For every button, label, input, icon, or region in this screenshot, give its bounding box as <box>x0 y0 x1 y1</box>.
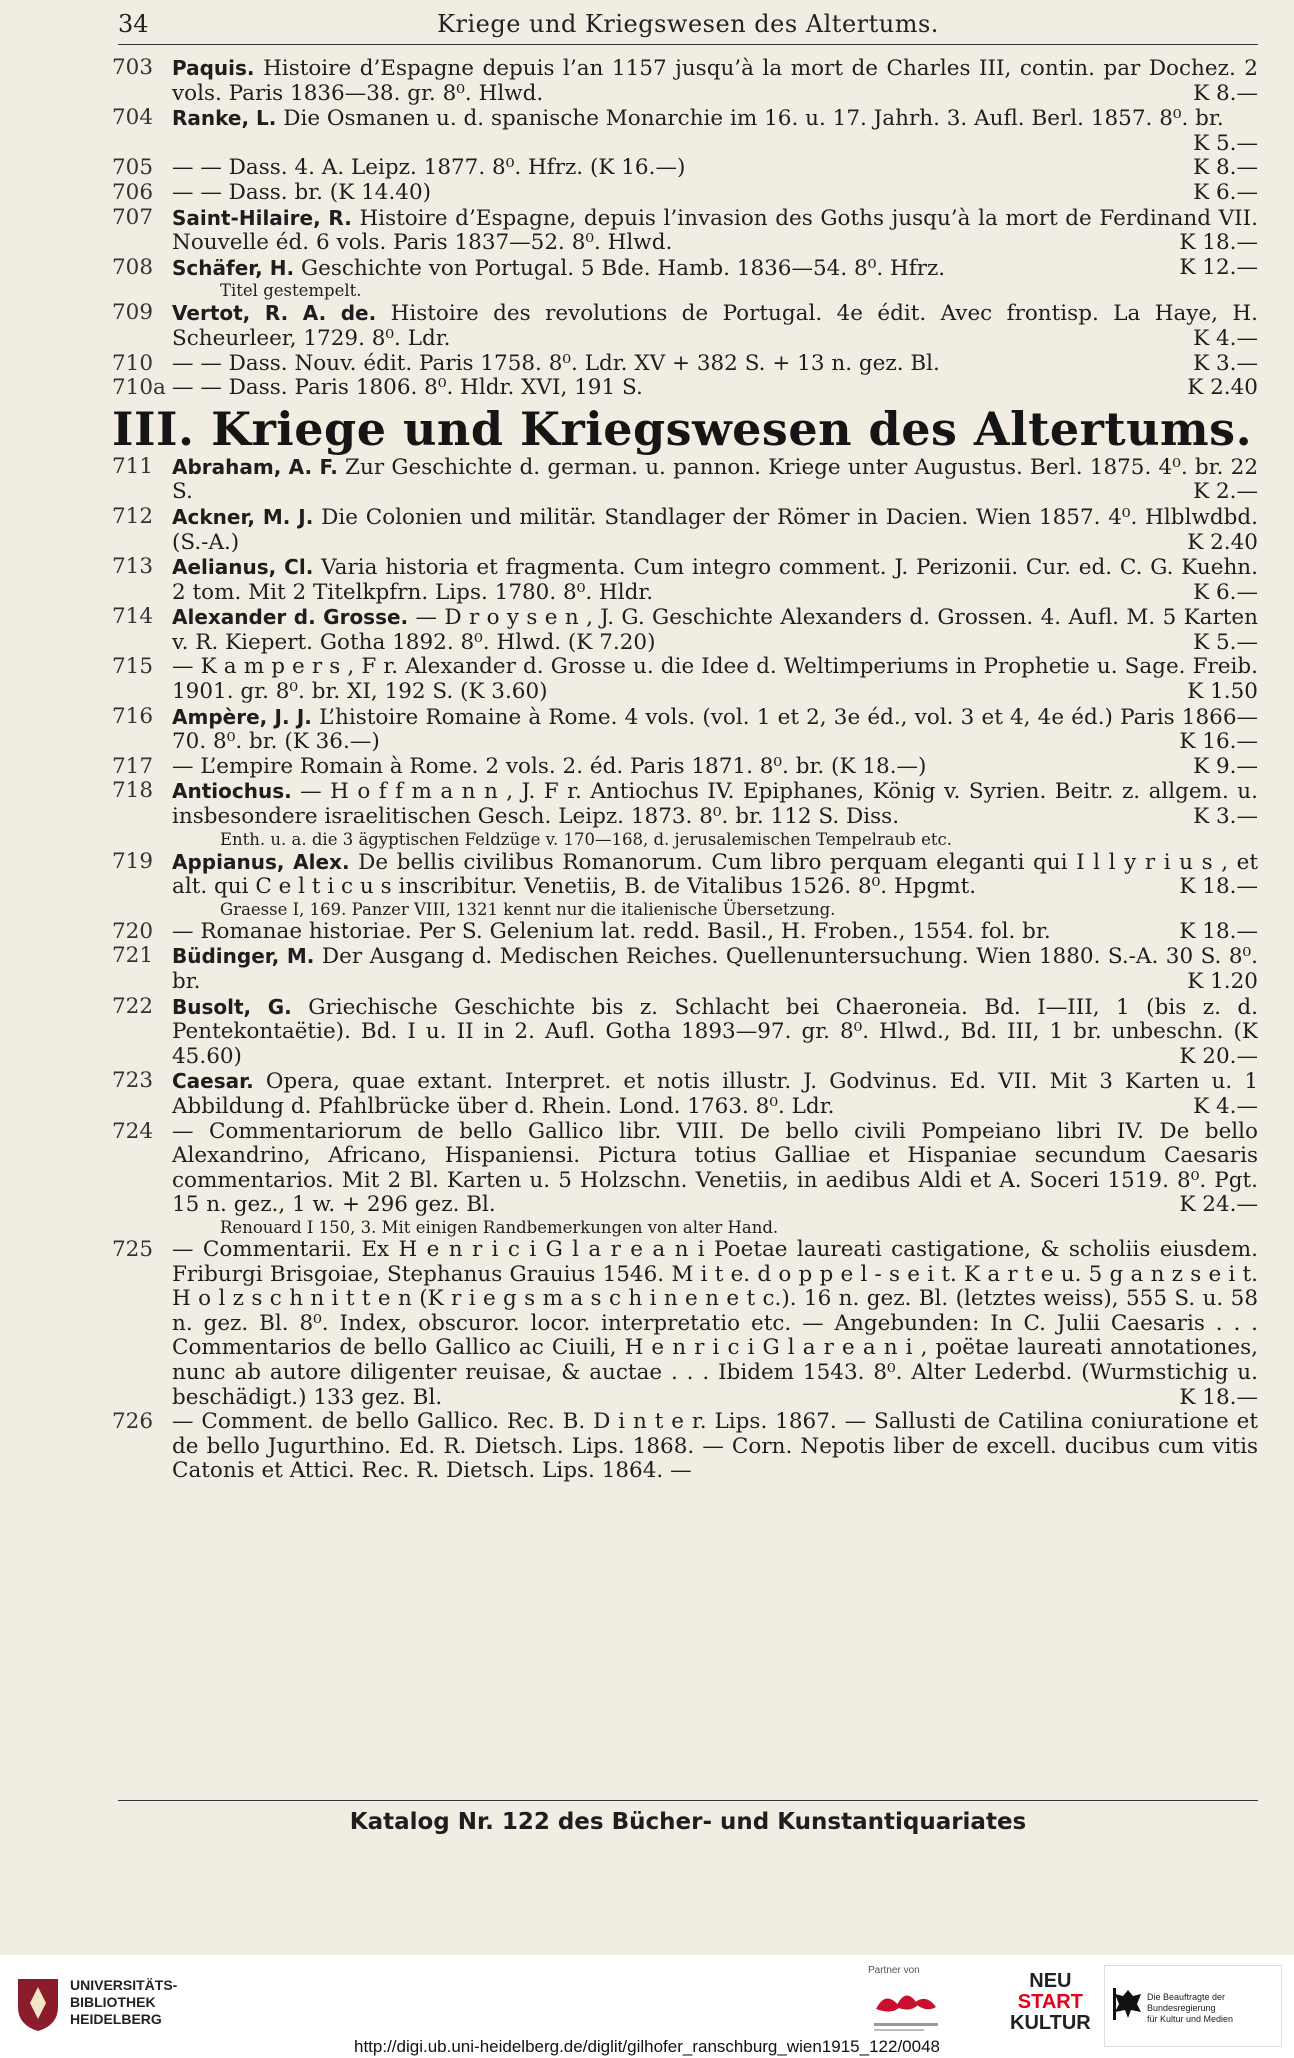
entry-number: 709 <box>112 300 154 326</box>
footer-rule <box>118 1800 1258 1801</box>
entry-author: Antiochus. <box>172 779 292 804</box>
entry-number: 720 <box>112 918 154 944</box>
catalog-entry <box>112 755 1258 780</box>
catalog-entry <box>112 505 1258 555</box>
entry-price: K 9.— <box>1193 753 1258 779</box>
entry-author: Abraham, A. F. <box>172 454 338 479</box>
catalog-entry <box>112 1238 1258 1410</box>
entry-description: Histoire d’Espagne, depuis l’invasion des Goths jusqu’à la mort de Ferdinand VII. Nouvelle éd. 6 vols. Paris 1837—52. 8⁰. Hlwd. <box>172 205 1258 256</box>
entry-price: K 8.— <box>1193 80 1258 106</box>
entry-number: 721 <box>112 943 154 969</box>
catalog-entry <box>112 181 1258 206</box>
entry-author: Appianus, Alex. <box>172 849 350 874</box>
catalog-entry <box>112 256 1258 282</box>
entry-price: K 1.50 <box>1187 679 1258 705</box>
source-url-link[interactable]: http://digi.ub.uni-heidelberg.de/diglit/gilhofer_ranschburg_wien1915_122/0048 <box>354 2037 940 2056</box>
entry-number: 705 <box>112 155 154 181</box>
catalog-entry <box>112 1069 1258 1119</box>
entry-number: 722 <box>112 993 154 1019</box>
entry-number: 719 <box>112 848 154 874</box>
section-heading: III. Kriege und Kriegswesen des Altertums. <box>112 401 1253 456</box>
entry-description: Histoire des revolutions de Portugal. 4e édit. Avec frontisp. La Haye, H. Scheurleer, 1729. 8⁰. Ldr. <box>172 301 1258 351</box>
entry-price: K 18.— <box>1179 230 1258 256</box>
entry-description: Geschichte von Portugal. 5 Bde. Hamb. 1836—54. 8⁰. Hfrz. <box>300 255 946 281</box>
entry-price: K 3.— <box>1193 804 1258 830</box>
entry-price: K 18.— <box>1179 1384 1258 1410</box>
entry-price: K 12.— <box>1179 254 1258 280</box>
entry-author: Ackner, M. J. <box>172 504 314 529</box>
entry-description: — — Dass. Paris 1806. 8⁰. Hldr. XVI, 191 S. <box>172 375 643 401</box>
entry-author: Alexander d. Grosse. <box>172 605 409 630</box>
page-header <box>118 10 1258 45</box>
catalog-entry <box>112 850 1258 900</box>
entry-description: Der Ausgang d. Medischen Reiches. Quellenuntersuchung. Wien 1880. S.-A. 30 S. 8⁰. br. <box>172 944 1258 994</box>
catalog-entry <box>112 555 1258 605</box>
university-seal-icon <box>14 1973 62 2033</box>
entry-price: K 2.— <box>1193 479 1258 505</box>
entry-number: 715 <box>112 654 154 680</box>
catalog-entry <box>112 352 1258 377</box>
entry-number: 724 <box>112 1118 154 1144</box>
entry-price: K 24.— <box>1179 1192 1258 1218</box>
entry-description: — — Dass. br. (K 14.40) <box>172 179 432 205</box>
catalog-entry <box>112 920 1258 945</box>
entry-description: — L’empire Romain à Rome. 2 vols. 2. éd. Paris 1871. 8⁰. br. (K 18.—) <box>172 753 927 779</box>
entry-description: Varia historia et fragmenta. Cum integro comment. J. Perizonii. Cur. ed. C. G. Kuehn. 2 tom. Mit 2 Titelkpfrn. Lips. 1780. 8⁰. Hldr. <box>172 555 1258 605</box>
catalog-entries <box>112 56 1258 1801</box>
entry-number: 725 <box>112 1236 154 1262</box>
entry-number: 711 <box>112 453 154 479</box>
catalog-entry <box>112 206 1258 256</box>
partner-label: Partner von <box>868 1965 920 1976</box>
federal-eagle-icon <box>1113 1988 1143 2020</box>
entry-author: Paquis. <box>172 56 255 80</box>
entry-author: Büdinger, M. <box>172 944 315 969</box>
entry-description: Die Osmanen u. d. spanische Monarchie im 16. u. 17. Jahrh. 3. Aufl. Berl. 1857. 8⁰. br. <box>283 106 1224 132</box>
entry-description: — H o f f m a n n , J. F r. Antiochus IV. Epiphanes, König v. Syrien. Beitr. z. allgem. u. insbesondere israelitischen Gesch. Leipz. 1873. 8⁰. br. 112 S. Diss. <box>172 779 1258 830</box>
entry-note: Renouard I 150, 3. Mit einigen Randbemerkungen von alter Hand. <box>220 1217 779 1237</box>
catalog-entry <box>112 1410 1258 1484</box>
entry-number: 712 <box>112 503 154 529</box>
entry-number: 723 <box>112 1068 154 1094</box>
entry-price: K 6.— <box>1193 579 1258 605</box>
entry-author: Caesar. <box>172 1069 254 1094</box>
neustart-kultur-logo: NEU START KULTUR <box>1010 1970 1091 2034</box>
entry-author: Vertot, R. A. de. <box>172 301 377 326</box>
catalog-entry <box>112 605 1258 655</box>
entry-note: Graesse I, 169. Panzer VIII, 1321 kennt nur die italienische Übersetzung. <box>220 899 836 919</box>
catalog-entry <box>112 995 1258 1070</box>
entry-description: Griechische Geschichte bis z. Schlacht bei Chaeroneia. Bd. I—III, 1 (bis z. d. Pentekontaëtie). Bd. I u. II in 2. Aufl. Gotha 1893—97. gr. 8⁰. Hlwd., Bd. III, 1 br. unbeschn. (K 45.60) <box>172 994 1258 1069</box>
page-number: 34 <box>118 10 149 38</box>
entry-price: K 5.— <box>1193 629 1258 655</box>
entry-description: Opera, quae extant. Interpret. et notis illustr. J. Godvinus. Ed. VII. Mit 3 Karten u. 1 Abbildung d. Pfahlbrücke über d. Rhein. Lond. 1763. 8⁰. Ldr. <box>172 1069 1258 1119</box>
entry-description: — Commentarii. Ex H e n r i c i G l a r e a n i Poetae laureati castigatione, & scholiis eiusdem. Friburgi Brisgoiae, Stephanus Grauius 1546. M i t e. d o p p e l - s e i t. K a r t e u. 5 g a n z s e i t. H o l z s c h n i t t e n (K r i e g s m a s c h i n e n e t c.). 16 n. gez. Bl. (letztes weiss), 555 S. u. 58 n. gez. Bl. 8⁰. Index, obscuror. locor. interpretatio etc. — Angebunden: In C. Julii Caesaris . . . Commentarios de bello Gallico ac Ciuili, H e n r i c i G l a r e a n i , poëtae laureati annotationes, nunc ab autore diligenter reuisae, & auctae . . . Ibidem 1543. 8⁰. Alter Lederbd. (Wurmstichig u. beschädigt.) 133 gez. Bl. <box>172 1236 1258 1410</box>
entry-price: K 20.— <box>1179 1043 1258 1069</box>
catalog-footer: Katalog Nr. 122 des Bücher- und Kunstantiquariates <box>349 1809 1027 1835</box>
entry-description: — Romanae historiae. Per S. Gelenium lat. redd. Basil., H. Froben., 1554. fol. br. <box>172 918 1051 944</box>
university-name: UNIVERSITÄTS- BIBLIOTHEK HEIDELBERG <box>70 1977 178 2027</box>
entry-number: 716 <box>112 703 154 729</box>
entry-price: K 4.— <box>1193 1093 1258 1119</box>
entry-description: Histoire d’Espagne depuis l’an 1157 jusqu’à la mort de Charles III, contin. par Dochez. 2 vols. Paris 1836—38. gr. 8⁰. Hlwd. <box>172 56 1258 106</box>
entry-number: 710 <box>112 350 154 376</box>
catalog-entry <box>112 56 1258 106</box>
ddb-logo-icon <box>866 1979 946 2039</box>
entry-number: 703 <box>112 56 154 80</box>
entry-description: — — Dass. Nouv. édit. Paris 1758. 8⁰. Ldr. XV + 382 S. + 13 n. gez. Bl. <box>172 350 940 376</box>
entry-number: 714 <box>112 604 154 630</box>
catalog-entry <box>112 455 1258 505</box>
entry-price: K 18.— <box>1179 874 1258 900</box>
catalog-entry <box>112 301 1258 351</box>
entry-price: K 5.— <box>1193 130 1258 156</box>
entry-number: 713 <box>112 554 154 580</box>
entry-description: — Comment. de bello Gallico. Rec. B. D i n t e r. Lips. 1867. — Sallusti de Catilina coniuratione et de bello Jugurthino. Ed. R. Dietsch. Lips. 1868. — Corn. Nepotis liber de excell. ducibus cum vitis Catonis et Attici. Rec. R. Dietsch. Lips. 1864. — <box>172 1409 1258 1484</box>
entry-number: 710a <box>112 375 166 401</box>
entry-note: Enth. u. a. die 3 ägyptischen Feldzüge v. 170—168, d. jerusalemischen Tempelraub etc. <box>220 829 952 849</box>
entry-author: Schäfer, H. <box>172 255 295 280</box>
entry-description: — D r o y s e n , J. G. Geschichte Alexanders d. Grossen. 4. Aufl. M. 5 Karten v. R. Kiepert. Gotha 1892. 8⁰. Hlwd. (K 7.20) <box>172 605 1258 655</box>
catalog-entry <box>112 705 1258 755</box>
running-title: Kriege und Kriegswesen des Altertums. <box>437 10 939 38</box>
entry-description: Zur Geschichte d. german. u. pannon. Kriege unter Augustus. Berl. 1875. 4⁰. br. 22 S. <box>172 454 1258 505</box>
entries-before-section <box>112 56 1258 401</box>
entry-description: Die Colonien und militär. Standlager der Römer in Dacien. Wien 1857. 4⁰. Hlblwdbd. (S.-A.) <box>172 504 1258 555</box>
entry-number: 718 <box>112 778 154 804</box>
viewer-bottom-bar <box>0 1955 1294 2058</box>
catalog-entry <box>112 106 1258 156</box>
entry-price: K 2.40 <box>1187 375 1258 401</box>
entry-number: 706 <box>112 179 154 205</box>
entry-number: 704 <box>112 105 154 131</box>
entry-author: Ranke, L. <box>172 106 277 131</box>
entry-price: K 2.40 <box>1187 529 1258 555</box>
entry-price: K 8.— <box>1193 155 1258 181</box>
entries-after-section <box>112 455 1258 1484</box>
entry-description: — K a m p e r s , F r. Alexander d. Grosse u. die Idee d. Weltimperiums in Prophetie u. Sage. Freib. 1901. gr. 8⁰. br. XI, 192 S. (K 3.60) <box>172 654 1258 705</box>
bkm-logo <box>1104 1965 1282 2047</box>
entry-description: — Commentariorum de bello Gallico libr. VIII. De bello civili Pompeiano libri IV. De bello Alexandrino, Africano, Hispaniensi. Pictura totius Galliae et Hispaniae secundum Caesaris commentarios. Mit 2 Bl. Karten u. 5 Holzschn. Venetiis, in aedibus Aldi et A. Soceri 1519. 8⁰. Pgt. 15 n. gez., 1 w. + 296 gez. Bl. <box>172 1118 1258 1218</box>
bkm-text: Die Beauftragte der Bundesregierung für Kultur und Medien <box>1147 1992 1234 2024</box>
catalog-entry <box>112 779 1258 829</box>
entry-description: De bellis civilibus Romanorum. Cum libro perquam eleganti qui I l l y r i u s , et alt. qui C e l t i c u s inscribitur. Venetiis, B. de Vitalibus 1526. 8⁰. Hpgmt. <box>172 849 1258 900</box>
catalog-entry <box>112 376 1258 401</box>
catalog-entry <box>112 655 1258 704</box>
entry-price: K 16.— <box>1179 729 1258 755</box>
entry-description: — — Dass. 4. A. Leipz. 1877. 8⁰. Hfrz. (K 16.—) <box>172 155 686 181</box>
entry-author: Busolt, G. <box>172 994 292 1019</box>
entry-number: 717 <box>112 753 154 779</box>
entry-number: 707 <box>112 204 154 230</box>
catalog-entry <box>112 944 1258 994</box>
entry-price: K 1.20 <box>1187 969 1258 994</box>
catalog-entry <box>112 1120 1258 1218</box>
entry-note: Titel gestempelt. <box>220 281 362 301</box>
entry-price: K 6.— <box>1193 179 1258 205</box>
entry-number: 726 <box>112 1409 154 1435</box>
entry-price: K 18.— <box>1179 918 1258 944</box>
entry-number: 708 <box>112 254 154 280</box>
entry-author: Ampère, J. J. <box>172 704 312 729</box>
entry-price: K 3.— <box>1193 350 1258 376</box>
entry-author: Aelianus, Cl. <box>172 555 314 580</box>
entry-description: L’histoire Romaine à Rome. 4 vols. (vol. 1 et 2, 3e éd., vol. 3 et 4, 4e éd.) Paris 1866—70. 8⁰. br. (K 36.—) <box>172 704 1258 755</box>
entry-author: Saint-Hilaire, R. <box>172 205 352 230</box>
catalog-entry <box>112 156 1258 181</box>
entry-price: K 4.— <box>1193 325 1258 351</box>
